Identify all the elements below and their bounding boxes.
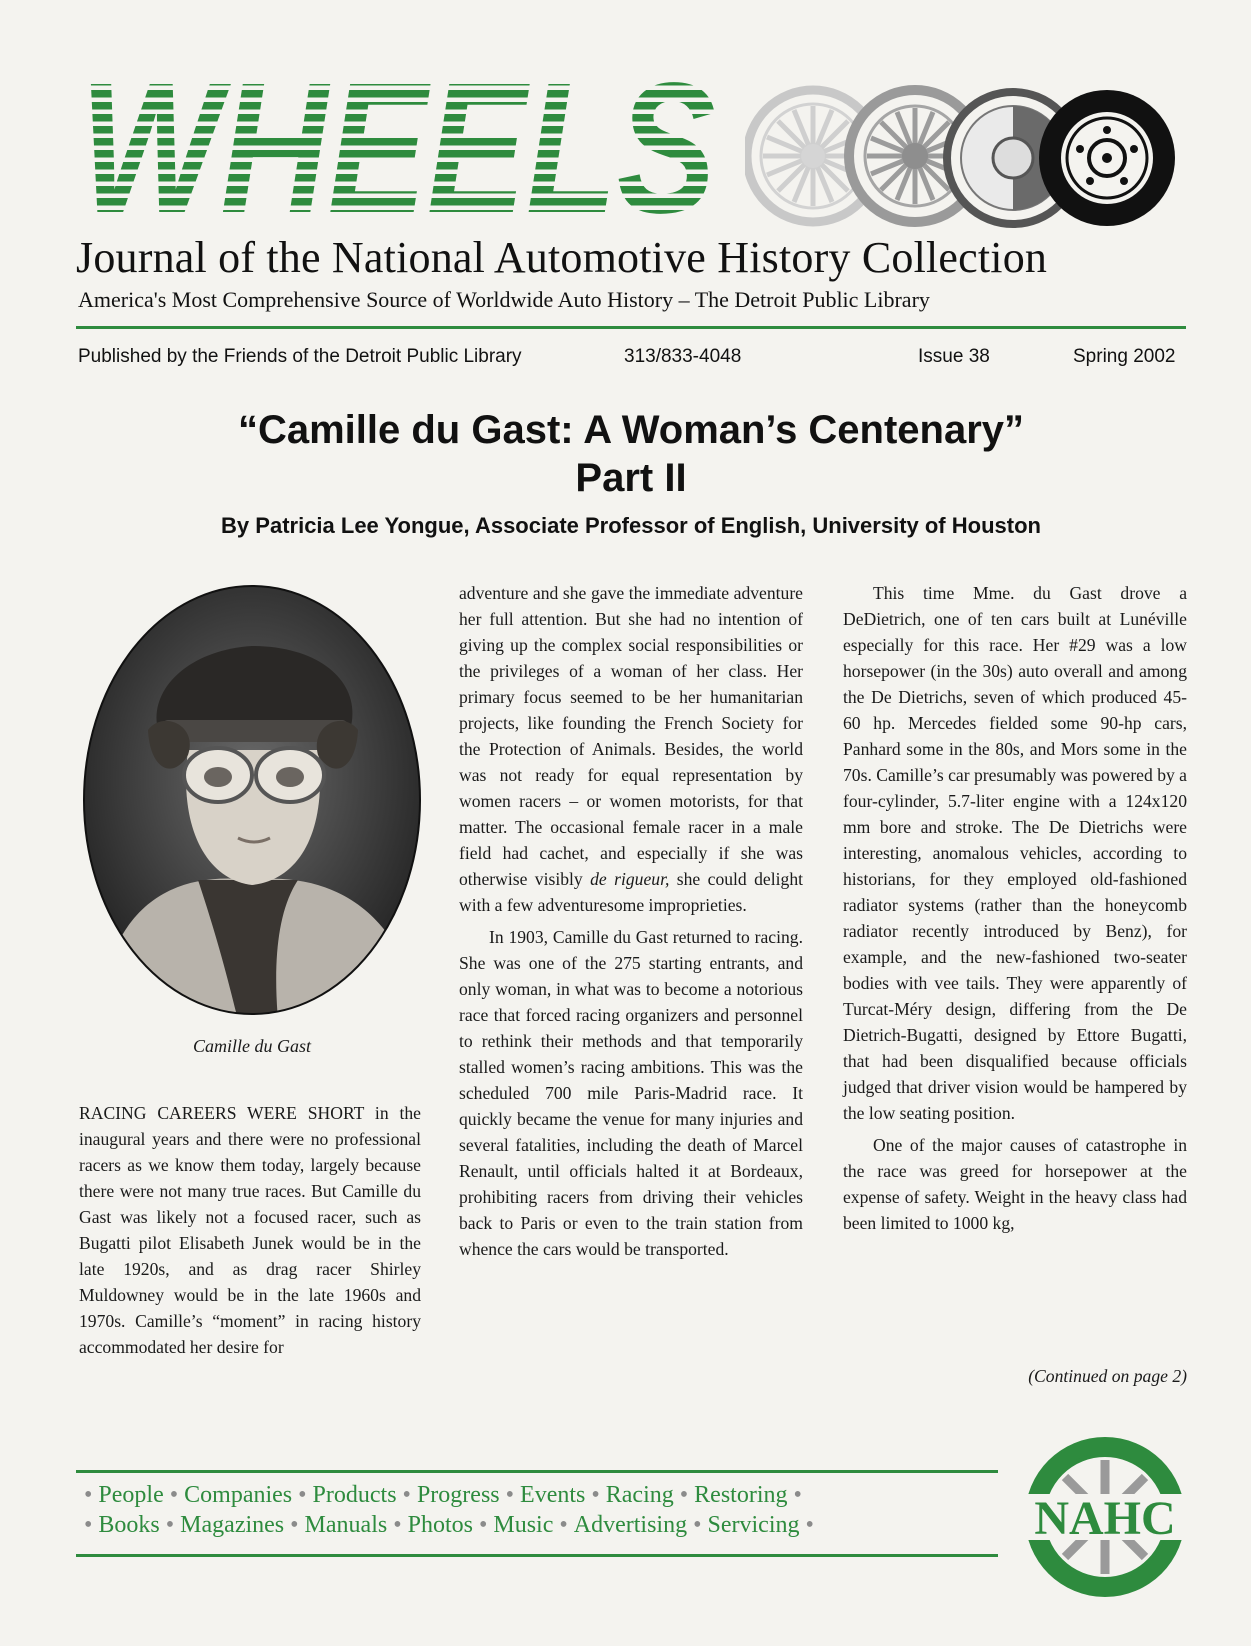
- topic-item: Books: [98, 1512, 160, 1538]
- footer-divider-top: [76, 1470, 998, 1473]
- continued-note: (Continued on page 2): [1028, 1366, 1187, 1386]
- topic-item: Photos: [407, 1512, 473, 1538]
- topic-item: Companies: [184, 1482, 293, 1508]
- topic-item: Music: [493, 1512, 554, 1538]
- journal-subtitle: Journal of the National Automotive History Collection: [76, 233, 1048, 282]
- paragraph: [459, 580, 803, 918]
- paragraph: In 1903, Camille du Gast returned to racing. She was one of the 275 starting entrants, and only woman, in what was to become a notorious race that forced racing organizers and personnel to rethink their methods and that temporarily stalled women’s racing ambitions. This was the scheduled 700 mile Paris-Madrid race. It quickly became the venue for many injuries and several fatalities, including the death of Marcel Renault, until officials halted it at Bordeaux, prohibiting racers from driving their vehicles back to Paris or even to the train station from whence the cars would be transported.: [459, 927, 803, 1259]
- masthead-divider: [76, 326, 1186, 329]
- paragraph-text: adventure and she gave the immediate adventure her full attention. But she had no intention of giving up the complex social responsibilities or the privileges of a woman of her class. Her primary focus seemed to be her humanitarian projects, like founding the French Society for the Protection of Animals. Besides, the world was not ready for equal representation by women racers – or women motorists, for that matter. The occasional female racer in a male field had cachet, and especially if she was otherwise visibly: [459, 583, 803, 889]
- italic-phrase: de rigueur,: [590, 869, 670, 889]
- article-column-3: [843, 580, 1187, 1236]
- camille-du-gast-portrait: [78, 580, 426, 1020]
- article-column-2: [459, 580, 803, 1262]
- issue-season: Spring 2002: [1073, 346, 1176, 367]
- topic-item: Events: [520, 1482, 586, 1508]
- topic-item: Racing: [605, 1482, 674, 1508]
- topic-item: Progress: [416, 1482, 500, 1508]
- article-column-1: [79, 1100, 421, 1360]
- article-title-part: Part II: [575, 456, 687, 500]
- issue-number: Issue 38: [918, 346, 990, 367]
- topic-item: Advertising: [573, 1512, 688, 1538]
- nahc-logo: [1020, 1432, 1190, 1602]
- article-byline: By Patricia Lee Yongue, Associate Professor of English, University of Houston: [221, 513, 1041, 538]
- topic-item: Products: [312, 1482, 397, 1508]
- journal-tagline: America's Most Comprehensive Source of Worldwide Auto History – The Detroit Public Library: [78, 287, 930, 312]
- paragraph: RACING CAREERS WERE SHORT in the inaugural years and there were no professional racers as we know them today, largely because there were not many true races. But Camille du Gast was likely not a focused racer, such as Bugatti pilot Elisabeth Junek would be in the late 1920s, and as drag racer Shirley Muldowney would be in the late 1960s and 1970s. Camille’s “moment” in racing history accommodated her desire for: [79, 1103, 421, 1357]
- topic-item: Restoring: [694, 1482, 788, 1508]
- photo-caption: Camille du Gast: [192, 1036, 311, 1056]
- topic-item: Manuals: [304, 1512, 388, 1538]
- paragraph-text: she could delight with a few adventuresome improprieties.: [459, 869, 803, 915]
- wheels-graphic: [745, 80, 1180, 238]
- paragraph: This time Mme. du Gast drove a DeDietrich, one of ten cars built at Lunéville especially for this race. Her #29 was a low horsepower (in the 30s) auto overall and among the De Dietrichs, seven of which produced 45-60 hp. Mercedes fielded some 90-hp cars, Panhard some in the 80s, and Mors some in the 70s. Camille’s car presumably was powered by a four-cylinder, 5.7-liter engine with a 124x120 mm bore and stroke. The De Dietrichs were interesting, anomalous vehicles, according to historians, for they employed old-fashioned radiator systems (rather than the honeycomb radiator recently introduced by Benz), for example, and the new-fashioned two-seater bodies with vee tails. They were apparently of Turcat-Méry design, differing from the De Dietrich-Bugatti, designed by Ettore Bugatti, that had been disqualified because officials judged that driver vision would be hampered by the low seating position.: [843, 583, 1187, 1123]
- article-title: “Camille du Gast: A Woman’s Centenary”: [237, 408, 1025, 452]
- topic-item: Magazines: [180, 1512, 285, 1538]
- publisher-line: Published by the Friends of the Detroit Public Library: [78, 346, 522, 367]
- tire-wheel-icon: [1039, 90, 1175, 226]
- phone-number: 313/833-4048: [624, 346, 742, 367]
- topics-row-2: • Books • Magazines • Manuals • Photos • Music • Advertising • Servicing •: [84, 1512, 814, 1538]
- topic-item: People: [98, 1482, 164, 1508]
- topics-row-1: • People • Companies • Products • Progress • Events • Racing • Restoring •: [84, 1482, 802, 1508]
- footer-divider-bottom: [76, 1554, 998, 1557]
- wheels-logo: [76, 78, 726, 224]
- logo-wordmark: WHEELS: [80, 78, 716, 224]
- nahc-logo-text: NAHC: [1034, 1492, 1176, 1545]
- paragraph: One of the major causes of catastrophe in the race was greed for horsepower at the expense of safety. Weight in the heavy class had been limited to 1000 kg,: [843, 1135, 1187, 1233]
- topic-item: Servicing: [707, 1512, 800, 1538]
